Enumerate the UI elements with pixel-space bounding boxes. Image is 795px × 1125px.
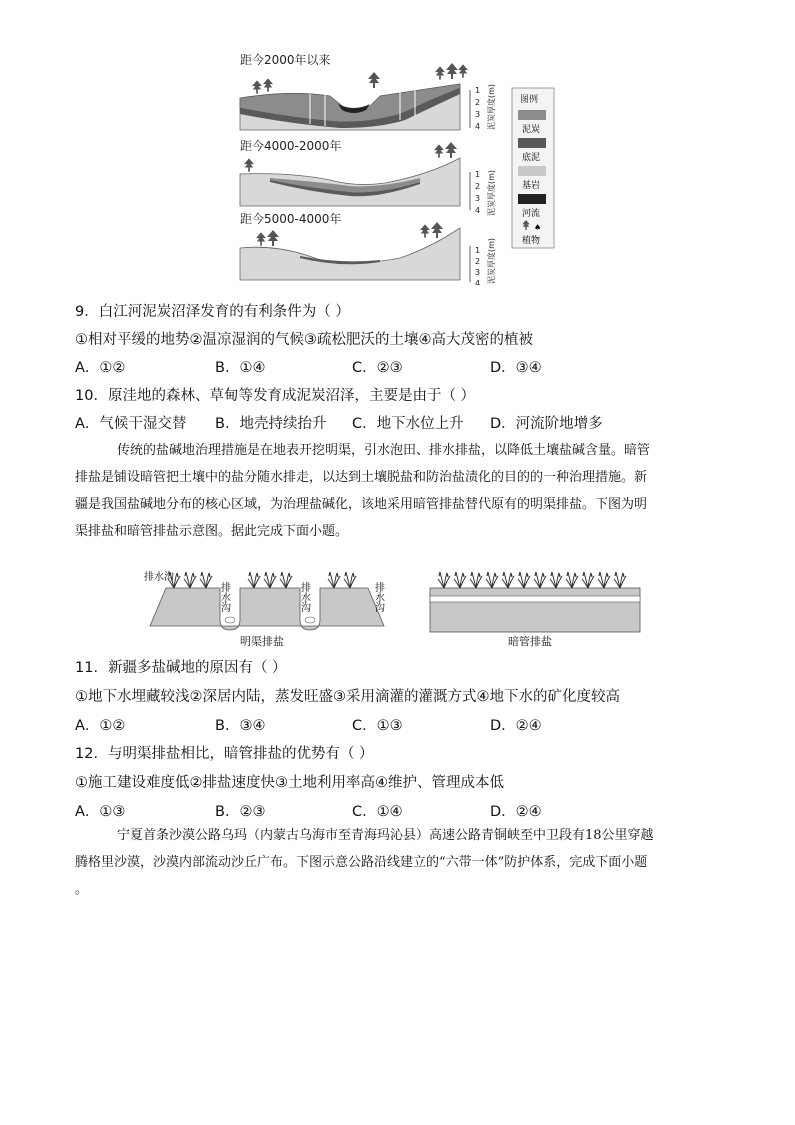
legend-label: 泥炭: [522, 125, 541, 135]
svg-text:泥炭厚度(m): 泥炭厚度(m): [487, 169, 496, 216]
option-d[interactable]: D．③④: [490, 360, 542, 376]
legend-label: 底泥: [522, 153, 541, 163]
svg-text:4: 4: [475, 279, 481, 285]
right-caption: 暗管排盐: [508, 635, 552, 648]
legend-label: 植物: [522, 236, 541, 246]
q9-conditions: ①相对平缓的地势②温凉湿润的气候③疏松肥沃的土壤④高大茂密的植被: [75, 332, 533, 348]
q9-stem: 9．白江河泥炭沼泽发育的有利条件为（ ）: [75, 304, 350, 320]
option-b[interactable]: B．①④: [215, 360, 266, 376]
option-c[interactable]: C．①③: [352, 718, 403, 734]
panel-label: 距今4000-2000年: [240, 139, 342, 153]
option-d[interactable]: D．②④: [490, 718, 542, 734]
legend-swatch: [518, 138, 546, 148]
drain-pipe: [430, 596, 640, 602]
option-c[interactable]: C．①④: [352, 804, 403, 820]
passage-desert-road: [75, 822, 725, 903]
depth-scale-1: [470, 84, 496, 131]
ditch-label-right: 排水沟: [372, 582, 384, 612]
panel-label: 距今2000年以来: [240, 53, 331, 67]
option-c[interactable]: C．②③: [352, 360, 403, 376]
open-ditch-diagram: [144, 570, 385, 648]
svg-text:2: 2: [475, 257, 481, 266]
panel-label: 距今5000-4000年: [240, 212, 342, 226]
cross-section-1: [240, 63, 468, 130]
option-a[interactable]: A．①②: [75, 360, 126, 376]
svg-text:泥炭厚度(m): 泥炭厚度(m): [487, 237, 496, 284]
passage-line: 。: [75, 882, 89, 897]
q12-stem: 12．与明渠排盐相比，暗管排盐的优势有（ ）: [75, 746, 374, 762]
legend-swatch: [518, 194, 546, 204]
svg-text:2: 2: [475, 182, 481, 191]
passage-line: 疆是我国盐碱地分布的核心区域，为治理盐碱化，该地采用暗管排盐替代原有的明渠排盐。下图为明: [75, 497, 648, 512]
option-b[interactable]: B．③④: [215, 718, 266, 734]
svg-text:3: 3: [475, 268, 481, 277]
svg-text:3: 3: [475, 110, 481, 119]
svg-text:1: 1: [475, 246, 481, 255]
option-d[interactable]: D．河流阶地增多: [490, 416, 603, 432]
q10-stem: 10．原洼地的森林、草甸等发育成泥炭沼泽，主要是由于（ ）: [75, 388, 476, 404]
passage-line: 排盐是铺设暗管把土壤中的盐分随水排走，以达到土壤脱盐和防治盐渍化的目的的一种治理措施。新: [75, 470, 648, 485]
svg-text:1: 1: [475, 170, 481, 179]
option-b[interactable]: B．地壳持续抬升: [215, 416, 327, 432]
svg-text:2: 2: [475, 98, 481, 107]
legend-label: 河流: [522, 209, 541, 219]
legend-swatch: [518, 110, 546, 120]
svg-text:3: 3: [475, 194, 481, 203]
depth-scale-2: [470, 170, 496, 216]
svg-text:1: 1: [475, 86, 481, 95]
option-a[interactable]: A．①③: [75, 804, 126, 820]
option-a[interactable]: A．气候干湿交替: [75, 416, 187, 432]
legend: [512, 88, 554, 248]
ditch-label-mid-1: 排水沟: [218, 582, 230, 612]
depth-scale-3: [470, 238, 496, 285]
option-d[interactable]: D．②④: [490, 804, 542, 820]
left-caption: 明渠排盐: [240, 635, 284, 648]
ditch-label-mid-2: 排水沟: [298, 582, 310, 612]
passage-line: 渠排盐和暗管排盐示意图。据此完成下面小题。: [75, 524, 349, 539]
passage-saline: [75, 437, 725, 545]
svg-text:4: 4: [475, 122, 481, 131]
peat-figure-svg: [230, 50, 560, 285]
peat-figure: [230, 50, 560, 285]
legend-title: 图例: [520, 95, 539, 105]
depth-axis-label: 泥炭厚度(m): [487, 83, 496, 130]
legend-swatch: [518, 166, 546, 176]
passage-line: 传统的盐碱地治理措施是在地表开挖明渠，引水泡田、排水排盐，以降低土壤盐碱含量。暗管: [117, 443, 651, 458]
q11-conditions: ①地下水埋藏较浅②深居内陆，蒸发旺盛③采用滴灌的灌溉方式④地下水的矿化度较高: [75, 689, 620, 705]
q12-conditions: ①施工建设难度低②排盐速度快③土地利用率高④维护、管理成本低: [75, 775, 504, 791]
buried-pipe-diagram: [430, 572, 640, 648]
passage-line: 宁夏首条沙漠公路乌玛（内蒙古乌海市至青海玛沁县）高速公路青铜峡至中卫段有18公里穿越: [117, 828, 654, 843]
passage-line: 腾格里沙漠，沙漠内部流动沙丘广布。下图示意公路沿线建立的“六带一体”防护体系，完成下面小题: [75, 855, 648, 870]
option-b[interactable]: B．②③: [215, 804, 266, 820]
drainage-figure: [140, 560, 660, 655]
svg-text:4: 4: [475, 206, 481, 215]
option-a[interactable]: A．①②: [75, 718, 126, 734]
option-c[interactable]: C．地下水位上升: [352, 416, 464, 432]
drainage-figure-svg: [140, 560, 660, 655]
ditch-label-left: 排水沟: [144, 572, 174, 583]
q11-stem: 11．新疆多盐碱地的原因有（ ）: [75, 660, 287, 676]
legend-label: 基岩: [522, 181, 541, 191]
svg-text:♠: ♠: [534, 223, 542, 232]
cross-section-3: [240, 222, 460, 280]
